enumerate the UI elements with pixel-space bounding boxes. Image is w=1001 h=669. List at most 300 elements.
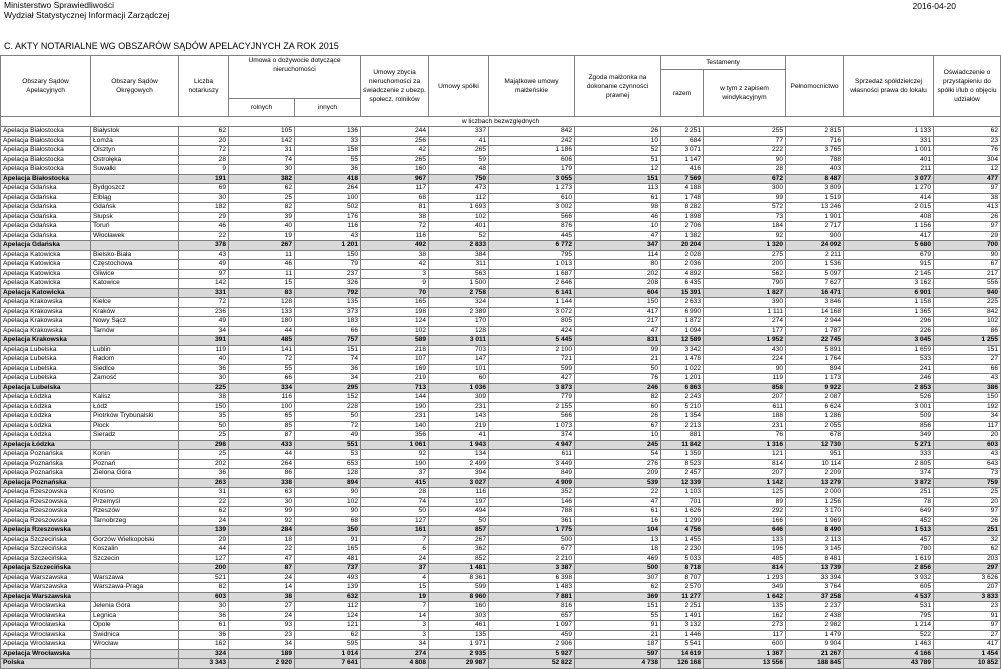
cell-value: 100 [295,193,361,203]
cell-value: 189 [229,649,295,659]
cell-value: 114 [575,250,661,260]
table-row [1,165,1001,175]
table-row [1,231,1001,241]
cell-value: 2 100 [489,345,575,355]
table-row [1,364,1001,374]
cell-value: 85 [229,421,295,431]
cell-value: 202 [179,459,229,469]
cell-value: 165 [361,298,429,308]
cell-value: 10 114 [786,459,844,469]
cell-value: 46 [575,212,661,222]
cell-value: 29 [179,535,229,545]
cell-value: 251 [844,488,934,498]
cell-okreg [91,288,179,298]
cell-value: 30 [179,193,229,203]
cell-value: 8 523 [661,459,704,469]
table-row [1,450,1001,460]
cell-value: 3 626 [934,573,1001,583]
cell-value: 562 [704,269,786,279]
cell-value: 112 [429,193,489,203]
cell-value: 881 [661,431,704,441]
cell-value: 105 [229,127,295,137]
cell-value: 563 [429,269,489,279]
table-row [1,345,1001,355]
cell-value: 139 [179,526,229,536]
cell-value: 678 [786,431,844,441]
cell-value: 116 [361,231,429,241]
table-row [1,459,1001,469]
cell-value: 1 186 [489,146,575,156]
cell-value: 68 [361,193,429,203]
cell-value: 44 [229,450,295,460]
cell-value: 1 354 [661,412,704,422]
cell-value: 89 [704,497,786,507]
cell-value: 10 852 [934,659,1001,669]
cell-value: 378 [179,241,229,251]
col-rolnych: rolnych [229,99,295,117]
report-date: 2016-04-20 [912,1,956,11]
cell-value: 22 [575,488,661,498]
cell-value: 4 537 [844,592,934,602]
cell-value: 852 [429,554,489,564]
cell-value: 3 387 [489,564,575,574]
table-row [1,136,1001,146]
cell-value: 1 478 [661,355,704,365]
cell-value: 19 [361,592,429,602]
cell-value: 62 [179,127,229,137]
cell-value: 876 [489,222,575,232]
cell-value: 3 449 [489,459,575,469]
cell-value: 90 [934,250,1001,260]
cell-value: 43 [179,250,229,260]
cell-value: 15 [229,279,295,289]
cell-value: 117 [361,184,429,194]
cell-value: 2 853 [844,383,934,393]
cell-value: 1 872 [661,317,704,327]
cell-apelacja: Apelacja Katowicka [1,288,91,298]
cell-value: 22 [229,545,295,555]
cell-value: 265 [361,155,429,165]
cell-value: 151 [295,345,361,355]
cell-value: 24 [229,611,295,621]
cell-value: 1 748 [661,193,704,203]
cell-okreg [91,592,179,602]
cell-value: 87 [229,431,295,441]
table-row [1,573,1001,583]
cell-value: 1 293 [704,573,786,583]
cell-value: 296 [844,317,934,327]
cell-apelacja: Apelacja Łódzka [1,440,91,450]
cell-value: 29 [179,212,229,222]
cell-value: 20 [179,136,229,146]
cell-value: 124 [361,317,429,327]
cell-value: 2 145 [844,269,934,279]
cell-value: 55 [229,364,295,374]
cell-value: 146 [489,497,575,507]
cell-value: 3 846 [786,298,844,308]
table-summary-row [1,241,1001,251]
department-name: Wydział Statystycznej Informacji Zarządczej [4,10,170,20]
cell-value: 200 [179,564,229,574]
cell-value: 6 863 [661,383,704,393]
cell-value: 30 [229,497,295,507]
cell-value: 2 944 [786,317,844,327]
data-table [0,55,1001,669]
cell-value: 643 [934,459,1001,469]
cell-value: 13 279 [786,478,844,488]
table-row [1,155,1001,165]
cell-value: 92 [704,231,786,241]
cell-value: 97 [934,621,1001,631]
cell-value: 4 166 [844,649,934,659]
cell-value: 679 [844,250,934,260]
cell-value: 500 [489,535,575,545]
cell-value: 16 471 [786,288,844,298]
cell-value: 68 [295,516,361,526]
cell-value: 481 [295,554,361,564]
cell-value: 158 [295,146,361,156]
cell-value: 104 [575,526,661,536]
cell-apelacja: Apelacja Białostocka [1,146,91,156]
table-row [1,374,1001,384]
col-majatkowe: Majątkowe umowy małżeńskie [489,56,575,117]
col-oswiadczenie: Oświadczenie o przystąpieniu do spółki i/lub o objęciu udziałów [934,56,1001,117]
cell-value: 209 [575,469,661,479]
cell-value: 61 [575,507,661,517]
cell-value: 494 [429,507,489,517]
cell-value: 759 [934,478,1001,488]
cell-value: 76 [704,431,786,441]
cell-value: 139 [295,583,361,593]
cell-value: 34 [361,640,429,650]
cell-value: 461 [429,621,489,631]
cell-value: 2 706 [661,222,704,232]
cell-value: 3 833 [934,592,1001,602]
table-row [1,488,1001,498]
cell-value: 653 [295,459,361,469]
cell-value: 606 [489,155,575,165]
cell-value: 788 [489,507,575,517]
cell-value: 2 570 [661,583,704,593]
table-row [1,307,1001,317]
cell-okreg: Koszalin [91,545,179,555]
cell-value: 203 [934,554,1001,564]
cell-value: 7 627 [786,279,844,289]
cell-value: 2 815 [786,127,844,137]
cell-value: 86 [934,326,1001,336]
cell-value: 36 [179,630,229,640]
cell-value: 93 [229,621,295,631]
cell-value: 4 892 [661,269,704,279]
cell-value: 165 [295,545,361,555]
cell-value: 37 258 [786,592,844,602]
cell-value: 414 [844,193,934,203]
cell-value: 72 [295,421,361,431]
cell-value: 3 071 [661,146,704,156]
cell-value: 29 987 [429,659,489,669]
cell-value: 417 [575,307,661,317]
cell-value: 28 [179,155,229,165]
cell-value: 7 [361,602,429,612]
cell-value: 28 [361,488,429,498]
cell-apelacja: Apelacja Wrocławska [1,649,91,659]
cell-value: 91 [575,621,661,631]
cell-value: 967 [361,174,429,184]
cell-value: 7 641 [295,659,361,669]
cell-value: 1 359 [661,450,704,460]
cell-value: 284 [229,526,295,536]
cell-apelacja: Apelacja Lubelska [1,345,91,355]
cell-value: 649 [844,507,934,517]
cell-value: 62 [575,583,661,593]
cell-apelacja: Apelacja Wrocławska [1,602,91,612]
cell-value: 849 [489,469,575,479]
cell-value: 274 [361,649,429,659]
cell-value: 140 [361,421,429,431]
cell-value: 2 717 [786,222,844,232]
cell-value: 6 435 [661,279,704,289]
table-row [1,583,1001,593]
cell-value: 2 211 [786,250,844,260]
cell-okreg: Opole [91,621,179,631]
cell-value: 50 [361,507,429,517]
cell-value: 162 [179,640,229,650]
cell-value: 27 [229,602,295,612]
cell-value: 599 [429,583,489,593]
cell-value: 20 204 [661,241,704,251]
cell-value: 572 [704,203,786,213]
cell-value: 605 [844,583,934,593]
cell-value: 274 [704,317,786,327]
cell-apelacja: Apelacja Poznańska [1,459,91,469]
cell-value: 113 [575,184,661,194]
cell-value: 349 [844,431,934,441]
cell-value: 337 [429,127,489,137]
cell-value: 295 [295,383,361,393]
cell-value: 38 [361,250,429,260]
cell-value: 3 162 [844,279,934,289]
cell-value: 1 036 [429,383,489,393]
cell-value: 384 [429,250,489,260]
cell-value: 31 [179,488,229,498]
cell-apelacja: Apelacja Poznańska [1,478,91,488]
cell-value: 50 [295,412,361,422]
cell-value: 79 [295,260,361,270]
table-row [1,393,1001,403]
cell-value: 267 [429,535,489,545]
cell-apelacja: Apelacja Katowicka [1,250,91,260]
cell-value: 857 [429,526,489,536]
cell-value: 21 267 [786,649,844,659]
cell-value: 418 [295,174,361,184]
cell-apelacja: Apelacja Rzeszowska [1,507,91,517]
cell-apelacja: Apelacja Gdańska [1,231,91,241]
cell-value: 25 [179,431,229,441]
cell-okreg: Nowy Sącz [91,317,179,327]
cell-value: 124 [295,611,361,621]
cell-value: 493 [295,573,361,583]
cell-value: 246 [575,383,661,393]
cell-value: 207 [934,583,1001,593]
cell-okreg: Bielsko-Biała [91,250,179,260]
cell-value: 11 [229,269,295,279]
cell-value: 331 [179,288,229,298]
cell-okreg: Radom [91,355,179,365]
table-row [1,193,1001,203]
cell-value: 413 [934,203,1001,213]
cell-okreg: Ostrołęka [91,155,179,165]
cell-value: 80 [575,260,661,270]
cell-value: 237 [295,269,361,279]
cell-okreg: Gorzów Wielkopolski [91,535,179,545]
cell-apelacja: Apelacja Gdańska [1,203,91,213]
cell-value: 166 [704,516,786,526]
cell-value: 116 [229,393,295,403]
cell-value: 3 077 [844,174,934,184]
cell-value: 226 [844,326,934,336]
cell-value: 347 [575,241,661,251]
cell-apelacja: Apelacja Szczecińska [1,554,91,564]
cell-value: 1 173 [786,374,844,384]
cell-apelacja: Apelacja Rzeszowska [1,497,91,507]
cell-value: 22 [179,497,229,507]
cell-okreg: Siedlce [91,364,179,374]
table-summary-row [1,649,1001,659]
cell-value: 5 541 [661,640,704,650]
table-row [1,640,1001,650]
cell-value: 311 [429,260,489,270]
cell-value: 161 [361,526,429,536]
cell-value: 11 277 [661,592,704,602]
cell-value: 1 013 [489,260,575,270]
cell-value: 24 [179,516,229,526]
cell-value: 424 [489,326,575,336]
cell-value: 82 [229,203,295,213]
cell-okreg: Kalisz [91,393,179,403]
cell-value: 1 156 [844,222,934,232]
cell-value: 231 [429,402,489,412]
cell-okreg [91,649,179,659]
cell-value: 3 343 [179,659,229,669]
cell-value: 457 [844,535,934,545]
cell-value: 65 [229,412,295,422]
cell-apelacja: Apelacja Katowicka [1,269,91,279]
ministry-name: Ministerstwo Sprawiedliwości [4,0,115,10]
cell-value: 3 764 [786,583,844,593]
table-summary-row [1,526,1001,536]
cell-value: 90 [295,507,361,517]
cell-value: 231 [704,421,786,431]
cell-value: 13 556 [704,659,786,669]
cell-value: 597 [575,649,661,659]
cell-okreg [91,526,179,536]
cell-value: 1 316 [704,440,786,450]
cell-value: 2 920 [229,659,295,669]
cell-value: 217 [575,317,661,327]
cell-value: 4 909 [489,478,575,488]
cell-value: 11 [229,250,295,260]
cell-value: 245 [575,440,661,450]
cell-value: 6 624 [786,402,844,412]
cell-apelacja: Polska [1,659,91,669]
cell-value: 1 144 [489,298,575,308]
cell-okreg: Legnica [91,611,179,621]
cell-value: 326 [295,279,361,289]
cell-apelacja: Apelacja Białostocka [1,155,91,165]
cell-value: 196 [704,545,786,555]
cell-value: 1 201 [661,374,704,384]
cell-value: 603 [934,440,1001,450]
cell-value: 492 [361,241,429,251]
cell-value: 38 [179,393,229,403]
cell-value: 611 [704,402,786,412]
cell-value: 34 [179,326,229,336]
cell-value: 182 [179,203,229,213]
cell-value: 1 273 [489,184,575,194]
cell-value: 10 [575,136,661,146]
table-row [1,421,1001,431]
cell-value: 894 [786,364,844,374]
cell-value: 2 833 [429,241,489,251]
cell-value: 219 [429,421,489,431]
cell-apelacja: Apelacja Łódzka [1,431,91,441]
cell-value: 1 827 [704,288,786,298]
cell-apelacja: Apelacja Gdańska [1,193,91,203]
cell-value: 150 [934,393,1001,403]
cell-value: 324 [179,649,229,659]
cell-value: 36 [179,611,229,621]
cell-value: 677 [489,545,575,555]
cell-value: 1 775 [489,526,575,536]
cell-value: 119 [179,345,229,355]
table-row [1,222,1001,232]
cell-value: 3 045 [844,336,934,346]
cell-value: 34 [934,412,1001,422]
cell-value: 151 [575,174,661,184]
cell-value: 184 [704,222,786,232]
cell-value: 90 [704,364,786,374]
cell-value: 273 [704,621,786,631]
cell-okreg: Elbląg [91,193,179,203]
cell-okreg: Słupsk [91,212,179,222]
cell-value: 1 147 [661,155,704,165]
cell-value: 1 201 [295,241,361,251]
cell-value: 1 158 [844,298,934,308]
table-row [1,279,1001,289]
cell-value: 160 [361,165,429,175]
cell-value: 814 [704,564,786,574]
cell-value: 67 [575,421,661,431]
cell-value: 236 [179,307,229,317]
cell-value: 202 [575,269,661,279]
cell-value: 1 952 [704,336,786,346]
cell-value: 23 [229,630,295,640]
cell-okreg: Krosno [91,488,179,498]
cell-value: 951 [786,450,844,460]
cell-value: 12 589 [661,336,704,346]
table-row [1,355,1001,365]
cell-okreg: Świdnica [91,630,179,640]
cell-value: 224 [704,355,786,365]
cell-value: 21 [575,355,661,365]
col-umowy-zbycia: Umowy zbycia nieruchomości za świadczenie z ubezp. społecz. rolników [361,56,429,117]
cell-value: 292 [704,507,786,517]
cell-value: 566 [489,412,575,422]
cell-value: 49 [295,431,361,441]
table-row [1,127,1001,137]
cell-value: 6 990 [661,307,704,317]
cell-value: 531 [844,602,934,612]
